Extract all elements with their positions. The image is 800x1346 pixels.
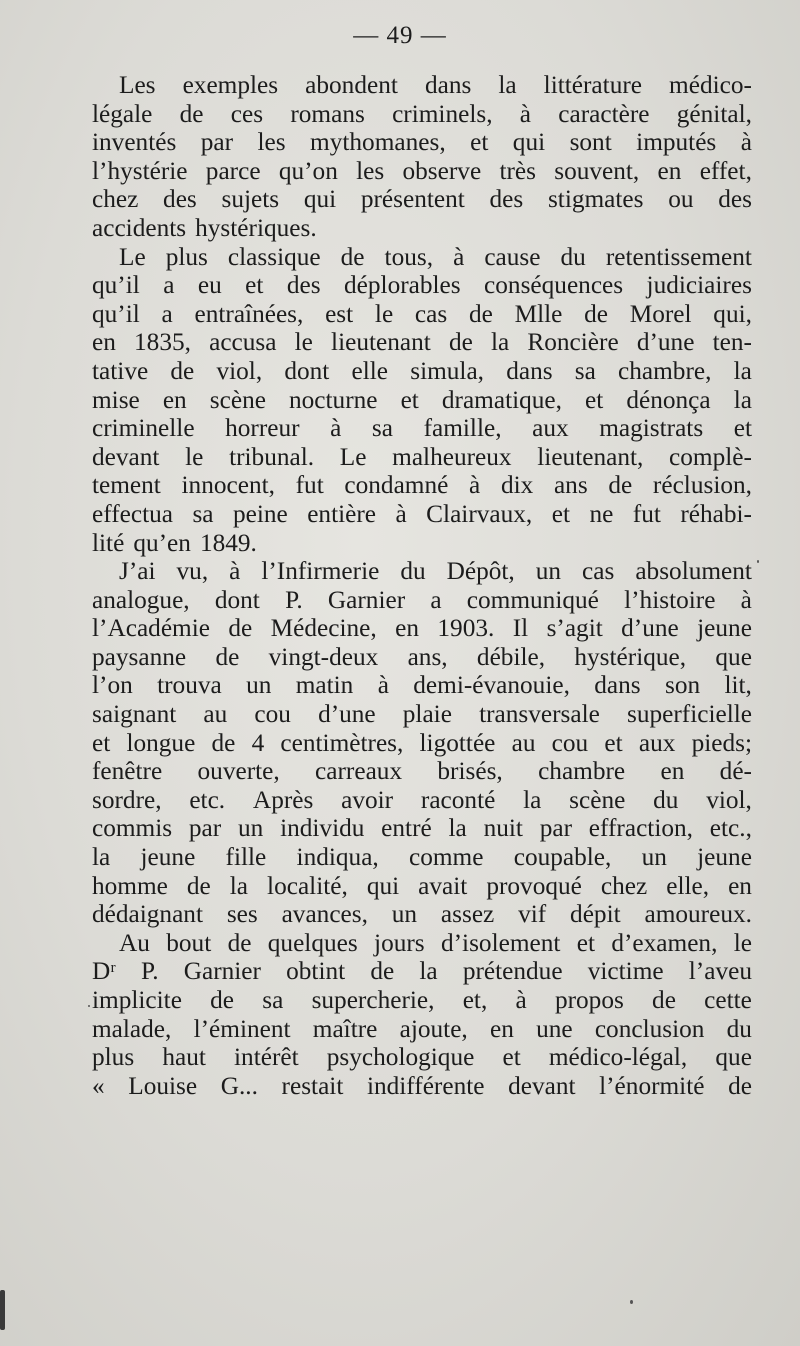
text-line: la jeune fille indiqua, comme coupable, un jeune — [92, 843, 752, 872]
text-line: implicite de sa supercherie, et, à propos de cette — [92, 986, 752, 1014]
text-line: tative de viol, dont elle simula, dans sa chambre, la — [92, 356, 752, 385]
text-line: Les exemples abondent dans la littérature médico- — [119, 71, 752, 99]
text-line: effectua sa peine entière à Clairvaux, et ne fut réhabi- — [92, 499, 752, 528]
paper-speck — [630, 1300, 633, 1304]
body-text — [92, 71, 752, 1100]
text-line: Dʳ P. Garnier obtint de la prétendue victime l’aveu — [92, 957, 752, 986]
paper-speck — [88, 1005, 90, 1007]
text-line: et longue de 4 centimètres, ligottée au cou et aux pieds; — [92, 728, 752, 757]
text-line: accidents hystériques. — [92, 213, 317, 242]
text-line: légale de ces romans criminels, à caractère génital, — [92, 99, 752, 128]
text-line: homme de la localité, qui avait provoqué chez elle, en — [92, 871, 752, 900]
text-line: J’ai vu, à l’Infirmerie du Dépôt, un cas absolument — [119, 557, 752, 586]
text-line: qu’il a eu et des déplorables conséquences judiciaires — [92, 271, 752, 300]
text-line: saignant au cou d’une plaie transversale superficielle — [92, 700, 752, 729]
text-line: l’hystérie parce qu’on les observe très souvent, en effet, — [92, 156, 752, 185]
text-line: paysanne de vingt-deux ans, débile, hystérique, que — [92, 642, 752, 671]
binding-mark — [0, 1290, 5, 1330]
text-line: qu’il a entraînées, est le cas de Mlle de Morel qui, — [92, 299, 752, 328]
text-line: fenêtre ouverte, carreaux brisés, chambre en dé- — [92, 757, 752, 786]
text-line: inventés par les mythomanes, et qui sont imputés à — [92, 128, 752, 157]
text-line: chez des sujets qui présentent des stigmates ou des — [92, 185, 752, 214]
paper-speck — [757, 560, 759, 563]
text-line: lité qu’en 1849. — [92, 528, 257, 557]
text-line: mise en scène nocturne et dramatique, et dénonça la — [92, 385, 752, 414]
text-line: « Louise G... restait indifférente devant l’énormité de — [92, 1071, 752, 1100]
text-line: malade, l’éminent maître ajoute, en une conclusion du — [92, 1014, 752, 1043]
text-line: l’Académie de Médecine, en 1903. Il s’agit d’une jeune — [92, 614, 752, 643]
text-line: commis par un individu entré la nuit par effraction, etc., — [92, 814, 752, 843]
text-line: l’on trouva un matin à demi-évanouie, dans son lit, — [92, 671, 752, 700]
text-line: sordre, etc. Après avoir raconté la scène du viol, — [92, 785, 752, 814]
text-line: Au bout de quelques jours d’isolement et d’examen, le — [119, 928, 752, 957]
page-number: — 49 — — [353, 22, 447, 49]
text-line: plus haut intérêt psychologique et médico-légal, que — [92, 1043, 752, 1072]
text-line: Le plus classique de tous, à cause du retentissement — [119, 242, 752, 271]
text-line: analogue, dont P. Garnier a communiqué l’histoire à — [92, 585, 752, 614]
text-line: tement innocent, fut condamné à dix ans de réclusion, — [92, 471, 752, 500]
text-line: dédaignant ses avances, un assez vif dépit amoureux. — [92, 900, 752, 929]
text-line: criminelle horreur à sa famille, aux magistrats et — [92, 414, 752, 443]
text-line: en 1835, accusa le lieutenant de la Roncière d’une ten- — [92, 328, 752, 357]
text-line: devant le tribunal. Le malheureux lieutenant, complè- — [92, 442, 752, 471]
